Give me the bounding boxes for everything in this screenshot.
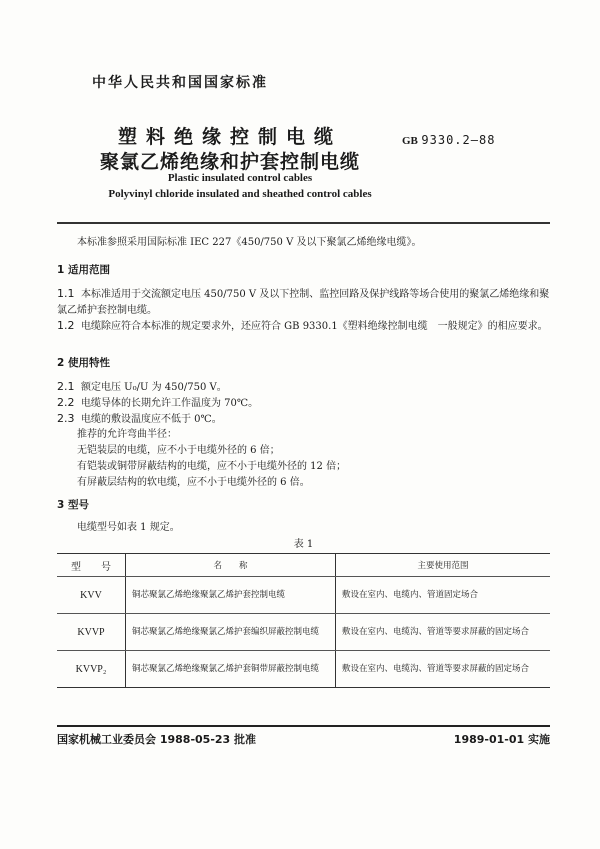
cell-name: 铜芯聚氯乙烯绝缘聚氯乙烯护套控制电缆 — [126, 577, 336, 614]
clause-2-1 — [57, 379, 550, 396]
national-standard-heading: 中华人民共和国国家标准 — [92, 75, 268, 91]
clause-text: 额定电压 U₀/U 为 450/750 V。 — [81, 382, 227, 393]
implementation-date: 1989-01-01 实施 — [453, 733, 550, 746]
clause-1-2 — [57, 318, 550, 335]
clause-2-2 — [57, 395, 550, 412]
cell-model: KVVP — [57, 614, 126, 651]
gb-number: 9330.2—88 — [421, 133, 496, 147]
english-title-2: Polyvinyl chloride insulated and sheathed control cables — [108, 188, 372, 200]
table-caption: 表 1 — [293, 539, 314, 550]
section-3-title: 3 型号 — [57, 499, 89, 511]
clause-number: 2.2 — [57, 396, 75, 409]
clause-2-3 — [57, 411, 550, 428]
title-line-2: 聚氯乙烯绝缘和护套控制电缆 — [100, 151, 361, 173]
clause-text: 本标准适用于交流额定电压 450/750 V 及以下控制、监控回路及保护线路等场合使用的聚氯乙烯绝缘和聚氯乙烯护套控制电缆。 — [57, 289, 550, 316]
cable-model-table — [57, 553, 550, 688]
table-header-row — [57, 554, 550, 577]
section-2-title: 2 使用特性 — [57, 357, 110, 369]
approval-line: 国家机械工业委员会 1988-05-23 批准 — [57, 733, 257, 746]
table-row — [57, 614, 550, 651]
section-3-text: 电缆型号如表 1 规定。 — [77, 522, 180, 533]
intro-paragraph: 本标准参照采用国际标准 IEC 227《450/750 V 及以下聚氯乙烯绝缘电缆》。 — [77, 237, 422, 248]
header-name: 名 称 — [126, 554, 336, 577]
clause-number: 2.1 — [57, 380, 75, 393]
cell-usage: 敷设在室内、电缆沟、管道等要求屏蔽的固定场合 — [336, 614, 551, 651]
clause-number: 1.2 — [57, 319, 75, 332]
clause-number: 2.3 — [57, 412, 75, 425]
cell-usage: 敷设在室内、电缆沟、管道等要求屏蔽的固定场合 — [336, 651, 551, 688]
gb-prefix: GB — [402, 135, 418, 147]
clause-1-1 — [57, 286, 550, 319]
cell-model: KVV — [57, 577, 126, 614]
bend-radius-intro: 推荐的允许弯曲半径： — [77, 429, 177, 440]
bend-radius-item-2: 有铠装或铜带屏蔽结构的电缆，应不小于电缆外径的 12 倍； — [77, 461, 347, 472]
cell-name: 铜芯聚氯乙烯绝缘聚氯乙烯护套编织屏蔽控制电缆 — [126, 614, 336, 651]
standard-code — [402, 133, 495, 147]
cell-name: 铜芯聚氯乙烯绝缘聚氯乙烯护套铜带屏蔽控制电缆 — [126, 651, 336, 688]
clause-text: 电缆的敷设温度应不低于 0℃。 — [81, 414, 222, 425]
header-model: 型 号 — [57, 554, 126, 577]
bend-radius-item-1: 无铠装层的电缆，应不小于电缆外径的 6 倍； — [77, 445, 280, 456]
header-usage: 主要使用范围 — [336, 554, 551, 577]
table-row — [57, 577, 550, 614]
cell-usage: 敷设在室内、电缆内、管道固定场合 — [336, 577, 551, 614]
table-row — [57, 651, 550, 688]
header-divider — [57, 222, 550, 224]
clause-text: 电缆导体的长期允许工作温度为 70℃。 — [81, 398, 259, 409]
title-line-1: 塑料绝缘控制电缆 — [117, 126, 342, 148]
english-title-1: Plastic insulated control cables — [167, 172, 313, 184]
footer-divider — [57, 725, 550, 727]
bend-radius-item-3: 有屏蔽层结构的软电缆，应不小于电缆外径的 6 倍。 — [77, 477, 310, 488]
clause-text: 电缆除应符合本标准的规定要求外，还应符合 GB 9330.1《塑料绝缘控制电缆 一般规定》的相应要求。 — [81, 321, 548, 332]
cell-model: KVVP₂ — [57, 651, 126, 688]
section-1-title: 1 适用范围 — [57, 264, 110, 276]
clause-number: 1.1 — [57, 287, 75, 300]
